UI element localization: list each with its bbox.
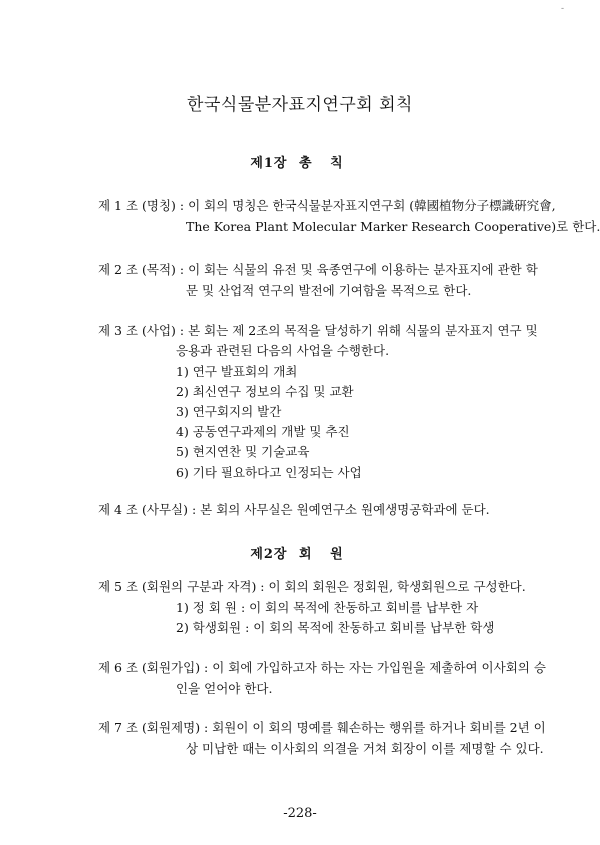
chapter-2-word-1: 회 bbox=[299, 547, 313, 562]
article-3-line-1: 제 3 조 (사업) : 본 회는 제 2조의 목적을 달성하기 위해 식물의 분자표지 연구 및 bbox=[98, 323, 538, 338]
article-2-line-2: 문 및 산업적 연구의 발전에 기여함을 목적으로 한다. bbox=[186, 283, 472, 298]
article-3-item: 2) 최신연구 정보의 수집 및 교환 bbox=[176, 384, 354, 399]
chapter-1-word-1: 총 bbox=[299, 156, 313, 171]
article-4-line-1: 제 4 조 (사무실) : 본 회의 사무실은 원예연구소 원예생명공학과에 둔다. bbox=[98, 502, 490, 517]
article-2-line-1: 제 2 조 (목적) : 이 회는 식물의 유전 및 육종연구에 이용하는 분자표지에 관한 학 bbox=[98, 262, 538, 277]
article-1-line-1: 제 1 조 (명칭) : 이 회의 명칭은 한국식물분자표지연구회 (韓國植物分子標識硏究會, bbox=[98, 198, 556, 213]
article-7-line-2: 상 미납한 때는 이사회의 의결을 거쳐 회장이 이를 제명할 수 있다. bbox=[186, 741, 544, 756]
article-3-item: 1) 연구 발표회의 개최 bbox=[176, 364, 298, 379]
article-6-line-2: 인을 얻어야 한다. bbox=[176, 681, 273, 696]
article-3-item: 4) 공동연구과제의 개발 및 추진 bbox=[176, 424, 350, 439]
chapter-2-heading bbox=[0, 543, 600, 562]
chapter-1-heading bbox=[0, 152, 600, 171]
corner-mark: - bbox=[560, 4, 564, 14]
article-7-line-1: 제 7 조 (회원제명) : 회원이 이 회의 명예를 훼손하는 행위를 하거나 회비를 2년 이 bbox=[98, 720, 546, 735]
chapter-1-label: 제1장 bbox=[250, 156, 288, 171]
article-3-line-2: 응용과 관련된 다음의 사업을 수행한다. bbox=[176, 343, 390, 358]
page-number: -228- bbox=[283, 806, 317, 821]
article-1-line-2: The Korea Plant Molecular Marker Research Cooperative)로 한다. bbox=[186, 219, 600, 234]
article-5-item: 2) 학생회원 : 이 회의 목적에 찬동하고 회비를 납부한 학생 bbox=[176, 620, 495, 635]
page-title: 한국식물분자표지연구회 회칙 bbox=[187, 95, 413, 115]
chapter-2-word-2: 원 bbox=[330, 547, 344, 562]
article-3-item: 6) 기타 필요하다고 인정되는 사업 bbox=[176, 465, 362, 480]
article-3-item: 5) 현지연찬 및 기술교육 bbox=[176, 444, 310, 459]
chapter-1-word-2: 칙 bbox=[330, 156, 344, 171]
chapter-2-label: 제2장 bbox=[250, 547, 288, 562]
article-5-line-1: 제 5 조 (회원의 구분과 자격) : 이 회의 회원은 정회원, 학생회원으로 구성한다. bbox=[98, 579, 526, 594]
article-6-line-1: 제 6 조 (회원가입) : 이 회에 가입하고자 하는 자는 가입원을 제출하여 이사회의 승 bbox=[98, 660, 546, 675]
article-5-item: 1) 정 회 원 : 이 회의 목적에 찬동하고 회비를 납부한 자 bbox=[176, 600, 479, 615]
article-3-item: 3) 연구회지의 발간 bbox=[176, 404, 282, 419]
